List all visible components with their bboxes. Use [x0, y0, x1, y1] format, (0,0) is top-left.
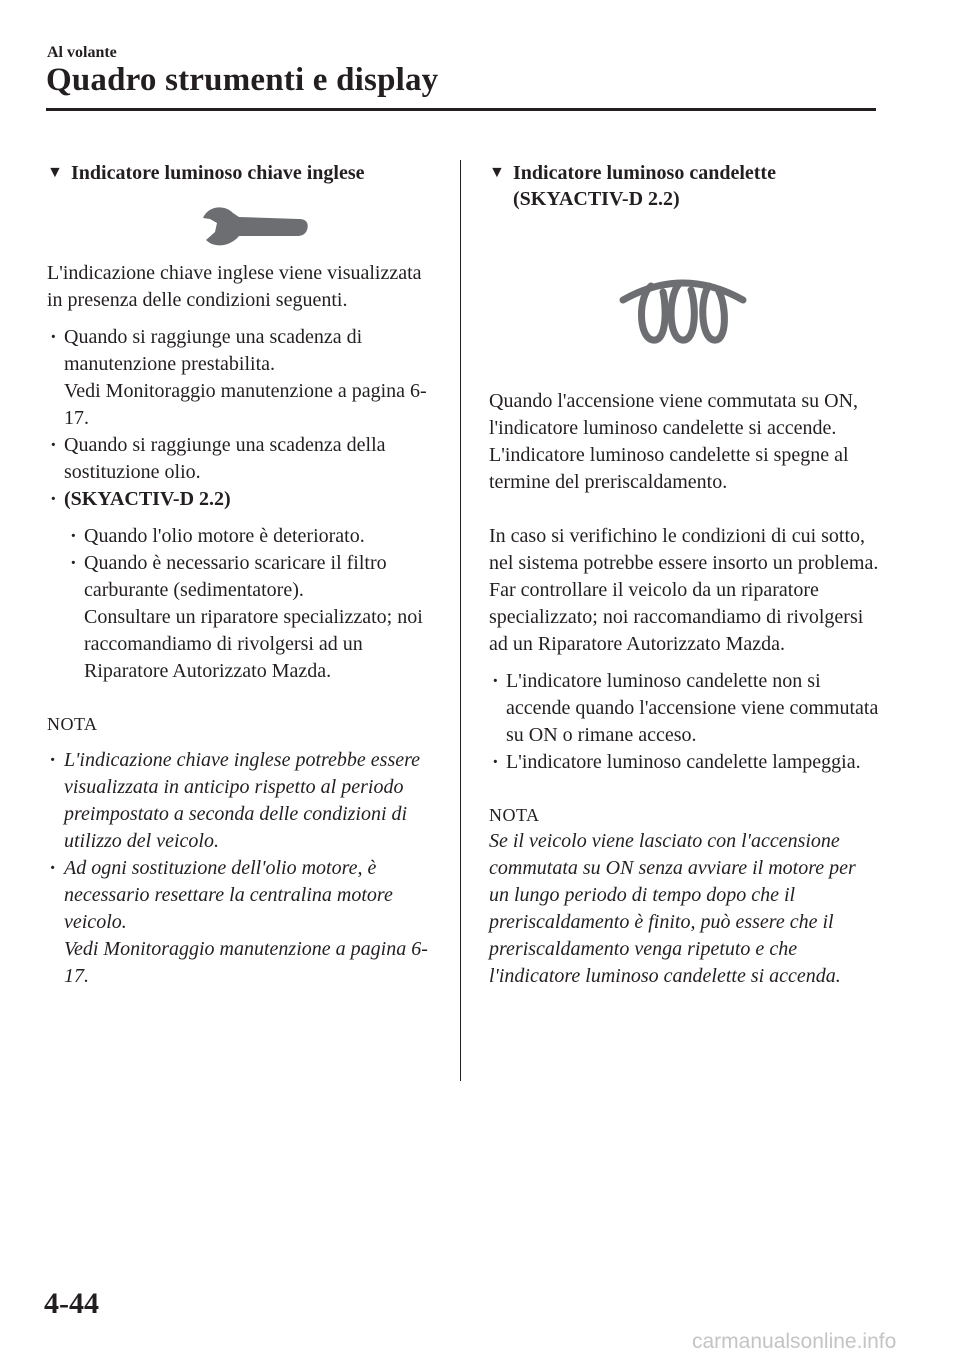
nota-label: NOTA: [489, 805, 540, 825]
wrench-heading-text: Indicatore luminoso chiave inglese: [71, 162, 365, 184]
list-item: · Quando è necessario scaricare il filtro carburante (sedimentatore). Consultare un riparatore specializzato; noi raccomandiamo di rivolgersi ad un Riparatore Autorizzato Mazda.: [67, 550, 442, 685]
glow-plug-section-heading: [489, 160, 879, 212]
glow-plug-heading-text: Indicatore luminoso candelette (SKYACTIV-D 2.2): [513, 162, 776, 210]
left-column: [47, 160, 442, 990]
list-item: · Quando si raggiunge una scadenza di manutenzione prestabilita. Vedi Monitoraggio manutenzione a pagina 6-17.: [47, 324, 442, 432]
column-divider: [460, 160, 461, 1081]
watermark: carmanualsonline.info: [692, 1330, 897, 1353]
list-item: · Quando l'olio motore è deteriorato.: [67, 523, 442, 550]
list-item: · Quando si raggiunge una scadenza della sostituzione olio.: [47, 432, 442, 486]
list-item: · Ad ogni sostituzione dell'olio motore, è necessario resettare la centralina motore veicolo. Vedi Monitoraggio manutenzione a pagina 6-17.: [47, 855, 442, 990]
list-item: · (SKYACTIV-D 2.2): [47, 486, 442, 513]
list-item: · L'indicatore luminoso candelette lampeggia.: [489, 749, 879, 776]
triangle-marker-icon: ▼: [47, 164, 63, 181]
glow-plug-para-1: Quando l'accensione viene commutata su ON, l'indicatore luminoso candelette si accende. L'indicatore luminoso candelette si spegne al termine del preriscaldamento.: [489, 390, 859, 493]
glow-plug-conditions-list: [489, 668, 879, 776]
wrench-intro: L'indicazione chiave inglese viene visualizzata in presenza delle condizioni seguenti.: [47, 262, 422, 311]
skyactiv-sub-list: [67, 523, 442, 685]
nota-list: [47, 747, 442, 990]
right-column: [489, 160, 879, 990]
glow-plug-nota-text: Se il veicolo viene lasciato con l'accensione commutata su ON senza avviare il motore per un lungo periodo di tempo dopo che il preriscaldamento è finito, può essere che il preriscaldamento venga ripetuto e che l'indicatore luminoso candelette si accenda.: [489, 830, 856, 987]
nota-label: NOTA: [47, 714, 98, 734]
triangle-marker-icon: ▼: [489, 164, 505, 181]
section-label: Al volante: [47, 44, 117, 61]
page-number: 4-44: [44, 1287, 99, 1320]
glow-plug-para-2: In caso si verifichino le condizioni di cui sotto, nel sistema potrebbe essere insorto un problema. Far controllare il veicolo da un riparatore specializzato; noi raccomandiamo di rivolgersi ad un Riparatore Autorizzato Mazda.: [489, 525, 879, 655]
list-item: · L'indicazione chiave inglese potrebbe essere visualizzata in anticipo rispetto al periodo preimpostato a seconda delle condizioni di utilizzo del veicolo.: [47, 747, 442, 855]
header-rule: [46, 108, 876, 111]
list-item: · L'indicatore luminoso candelette non si accende quando l'accensione viene commutata su ON o rimane acceso.: [489, 668, 879, 749]
glow-plug-icon-wrap: [487, 276, 879, 348]
wrench-icon-wrap: [67, 204, 442, 250]
glow-plug-icon: [618, 276, 748, 348]
wrench-section-heading: [47, 160, 442, 186]
wrench-icon: [199, 204, 311, 250]
wrench-conditions-list: [47, 324, 442, 513]
chapter-title: Quadro strumenti e display: [46, 62, 439, 98]
